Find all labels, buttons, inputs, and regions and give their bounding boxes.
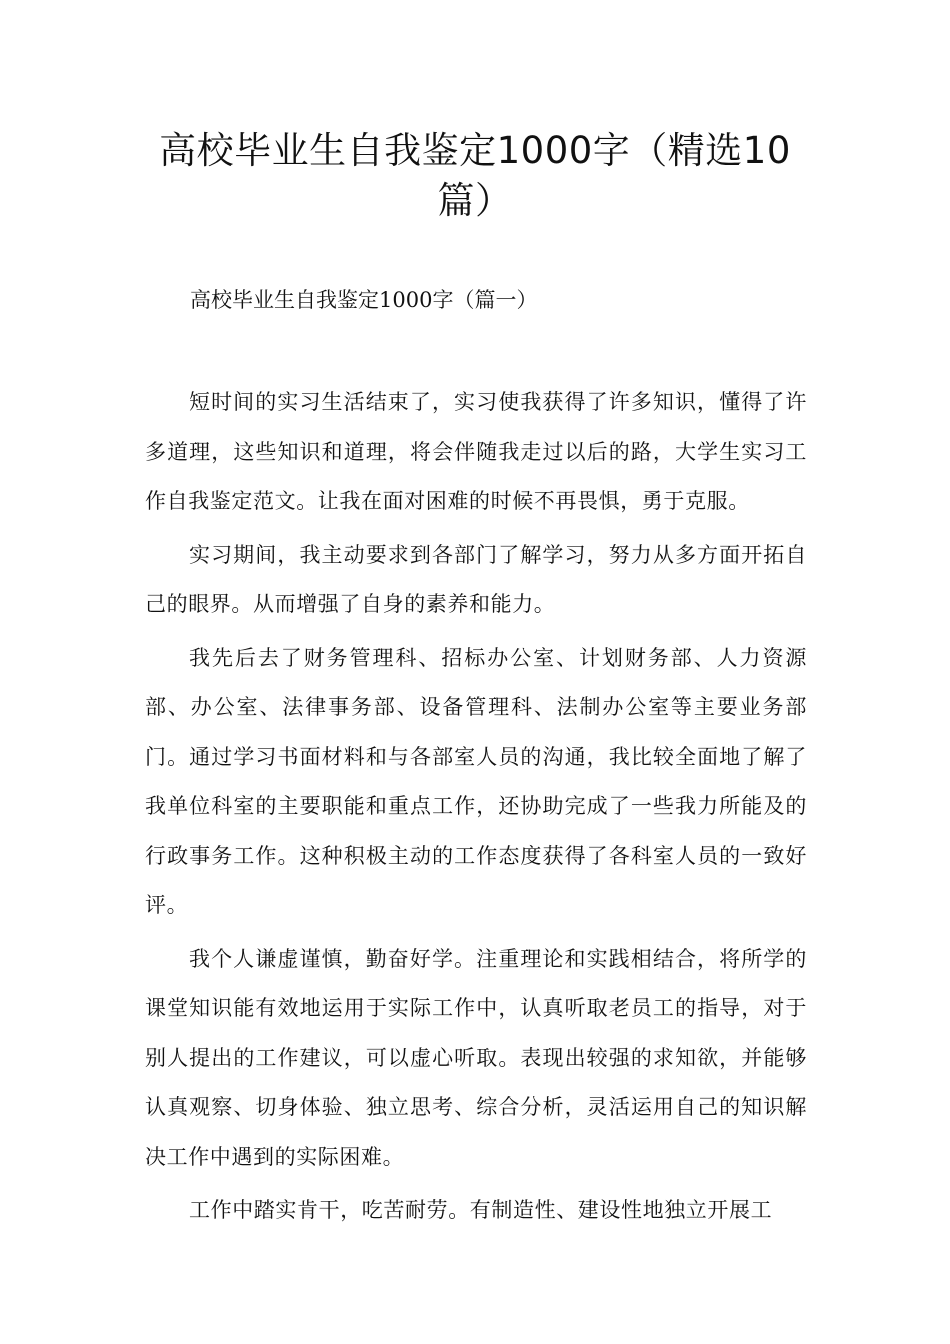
- paragraph-3: 我先后去了财务管理科、招标办公室、计划财务部、人力资源部、办公室、法律事务部、设备管理科、法制办公室等主要业务部门。通过学习书面材料和与各部室人员的沟通，我比较全面地了解了我单位科室的主要职能和重点工作，还协助完成了一些我力所能及的行政事务工作。这种积极主动的工作态度获得了各科室人员的一致好评。: [145, 645, 807, 917]
- document-title: 高校毕业生自我鉴定1000字（精选10篇）: [159, 129, 791, 222]
- paragraph-5: 工作中踏实肯干，吃苦耐劳。有制造性、建设性地独立开展工: [189, 1198, 773, 1222]
- section-heading: 高校毕业生自我鉴定1000字（篇一）: [190, 288, 538, 312]
- document-body: [145, 378, 807, 1240]
- paragraph-1: 短时间的实习生活结束了，实习使我获得了许多知识，懂得了许多道理，这些知识和道理，将会伴随我走过以后的路，大学生实习工作自我鉴定范文。让我在面对困难的时候不再畏惧，勇于克服。: [145, 390, 807, 513]
- paragraph-2: 实习期间，我主动要求到各部门了解学习，努力从多方面开拓自己的眼界。从而增强了自身的素养和能力。: [145, 542, 807, 616]
- paragraph-4: 我个人谦虚谨慎，勤奋好学。注重理论和实践相结合，将所学的课堂知识能有效地运用于实际工作中，认真听取老员工的指导，对于别人提出的工作建议，可以虚心听取。表现出较强的求知欲，并能够认真观察、切身体验、独立思考、综合分析，灵活运用自己的知识解决工作中遇到的实际困难。: [145, 946, 807, 1169]
